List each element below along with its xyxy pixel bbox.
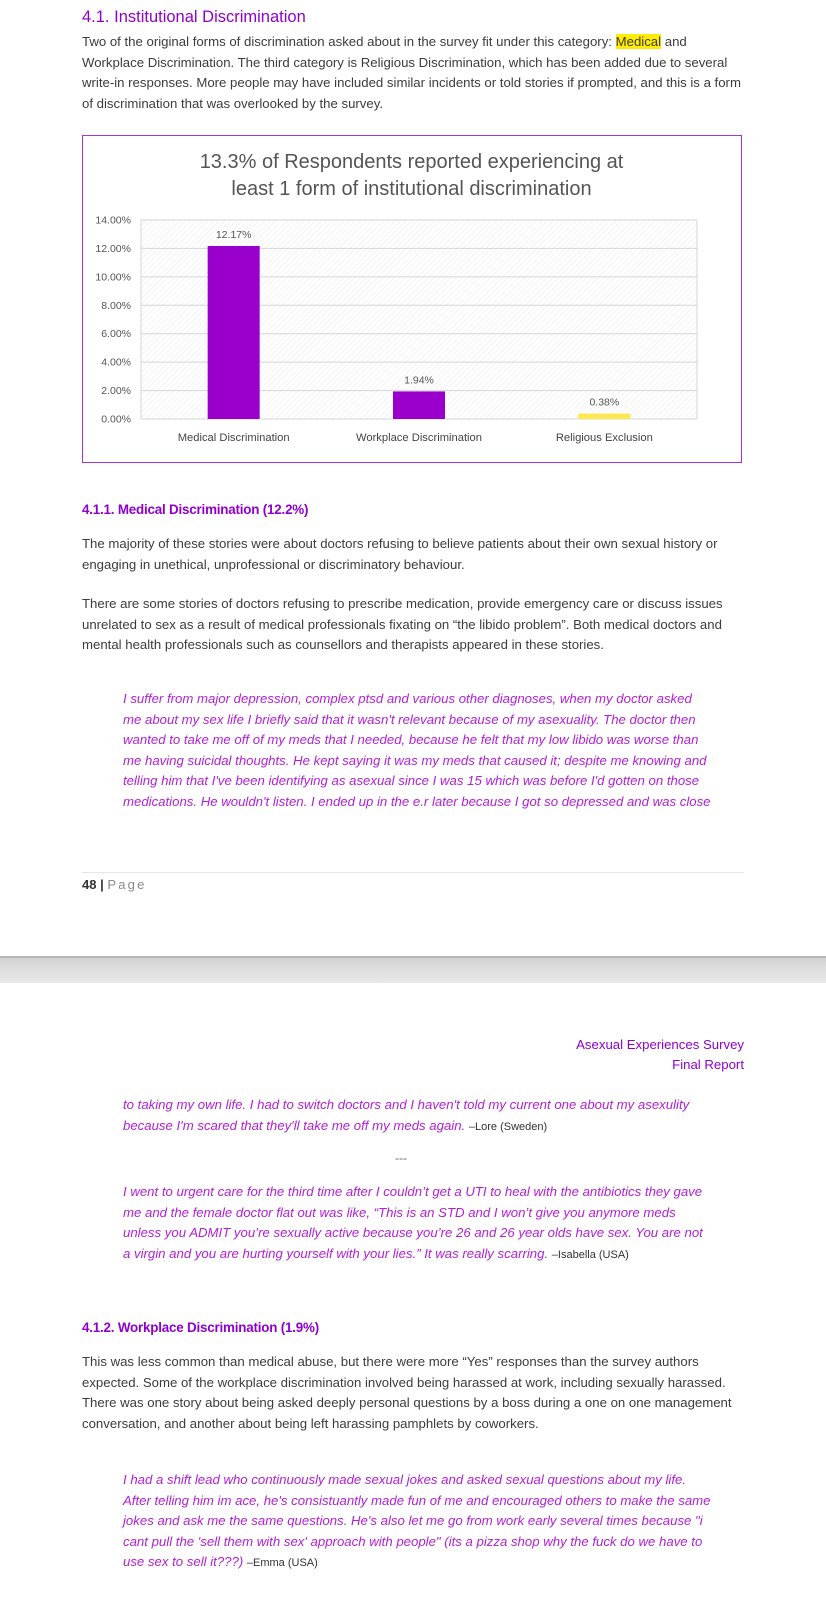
x-tick-label-0: Medical Discrimination	[177, 432, 290, 444]
y-tick-label-6: 12.00%	[95, 242, 131, 255]
bar-chart	[82, 135, 742, 463]
subsection-workplace-title: 4.1.2. Workplace Discrimination (1.9%)	[82, 1320, 319, 1335]
page-number: 48	[82, 877, 97, 892]
intro-highlight: Medical	[615, 34, 662, 49]
page-label: Page	[107, 877, 147, 892]
quote-lore-part-1: I suffer from major depression, complex ptsd and various other diagnoses, when my doctor asked me about my sex life I briefly said that it wasn't relevant because of my asexuality. The doctor then wanted to take me off of my meds that I needed, because he felt that my low libido was worse than me having suicidal thoughts. He kept saying it was my meds that caused it; despite me knowing and telling him that I've been identifying as asexual since I was 15 which was before I'd gotten on those medications. He wouldn't listen. I ended up in the e.r later because I got so depressed and was close	[123, 691, 711, 809]
footer-rule	[82, 872, 744, 873]
chart-title-line-2: least 1 form of institutional discrimination	[231, 178, 592, 200]
y-tick-label-4: 8.00%	[101, 299, 131, 312]
workplace-paragraph: This was less common than medical abuse, but there were more “Yes” responses than the survey authors expected. Some of the workplace discrimination involved being harassed at work, including sexually harassed. There was one story about being asked deeply personal questions by a boss during a one on one management conversation, and another about being left harassing pamphlets by coworkers.	[82, 1354, 732, 1431]
quote-emma-attribution: –Emma (USA)	[246, 1557, 318, 1570]
y-tick-label-5: 10.00%	[95, 271, 131, 284]
chart-plot	[83, 136, 740, 462]
quote-separator: ---	[395, 1151, 407, 1165]
bar-1	[393, 391, 445, 419]
data-label-1: 1.94%	[404, 374, 434, 387]
quote-isabella	[123, 1182, 713, 1265]
header-line-2: Final Report	[672, 1057, 744, 1072]
quote-lore-text: to taking my own life. I had to switch doctors and I haven't told my current one about my asexulity because I'm scared that they'll take me off my meds again.	[123, 1097, 690, 1133]
quote-emma-text: I had a shift lead who continuously made sexual jokes and asked sexual questions about my life. After telling him im ace, he's consistuantly made fun of me and encouraged others to make the same jokes and ask me the same questions. He's also let me go from work early several times because "i cant pull the 'sell them with sex' approach with people" (its a pizza shop why the fuck do we have to use sex to sell it???)	[123, 1472, 711, 1570]
page-break	[0, 956, 826, 983]
x-tick-label-2: Religious Exclusion	[555, 432, 653, 444]
section-title: 4.1. Institutional Discrimination	[82, 8, 306, 26]
data-label-2: 0.38%	[589, 396, 620, 409]
y-tick-label-0: 0.00%	[101, 413, 131, 426]
header-line-1: Asexual Experiences Survey	[576, 1037, 744, 1052]
chart-title-line-1: 13.3% of Respondents reported experiencing at	[199, 151, 624, 173]
y-tick-label-7: 14.00%	[95, 214, 131, 227]
subsection-medical-title: 4.1.1. Medical Discrimination (12.2%)	[82, 502, 309, 517]
report-header	[344, 1035, 744, 1075]
y-tick-label-2: 4.00%	[101, 356, 131, 369]
quote-isabella-text: I went to urgent care for the third time after I couldn’t get a UTI to heal with the antibiotics they gave me and the female doctor flat out was like, “This is an STD and I won’t give you anymore meds unless you ADMIT you’re sexually active because you’re 26 and 26 year olds have sex. You are not a virgin and you are hurting yourself with your lies.” It was really scarring.	[123, 1184, 703, 1261]
page-49	[0, 983, 826, 1612]
quote-isabella-attribution: –Isabella (USA)	[551, 1248, 629, 1261]
page-footer	[82, 877, 147, 892]
intro-text-end: and Workplace Discrimination. The third category is Religious Discrimination, which has been added due to several write-in responses. More people may have included similar incidents or told stories if prompted, and this is a form of discrimination that was overlooked by the survey.	[82, 34, 741, 111]
data-label-0: 12.17%	[215, 229, 252, 242]
bar-2	[578, 414, 630, 419]
intro-text-start: Two of the original forms of discrimination asked about in the survey fit under this category:	[82, 34, 616, 49]
y-tick-label-1: 2.00%	[101, 385, 131, 398]
quote-lore-attribution: –Lore (Sweden)	[468, 1120, 548, 1133]
bar-0	[208, 246, 260, 419]
medical-paragraph-1: The majority of these stories were about doctors refusing to believe patients about their own sexual history or engaging in unethical, unprofessional or discriminatory behaviour.	[82, 536, 718, 572]
intro-paragraph	[82, 32, 742, 114]
page-separator: |	[100, 877, 104, 892]
medical-paragraph-2: There are some stories of doctors refusing to prescribe medication, provide emergency care or discuss issues unrelated to sex as a result of medical professionals fixating on “the libido problem”. Both medical doctors and mental health professionals such as counsellors and therapists appeared in these stories.	[82, 596, 723, 652]
y-tick-label-3: 6.00%	[101, 328, 131, 341]
x-tick-label-1: Workplace Discrimination	[355, 432, 483, 444]
quote-lore-part-2	[123, 1095, 713, 1137]
quote-emma	[123, 1470, 713, 1574]
